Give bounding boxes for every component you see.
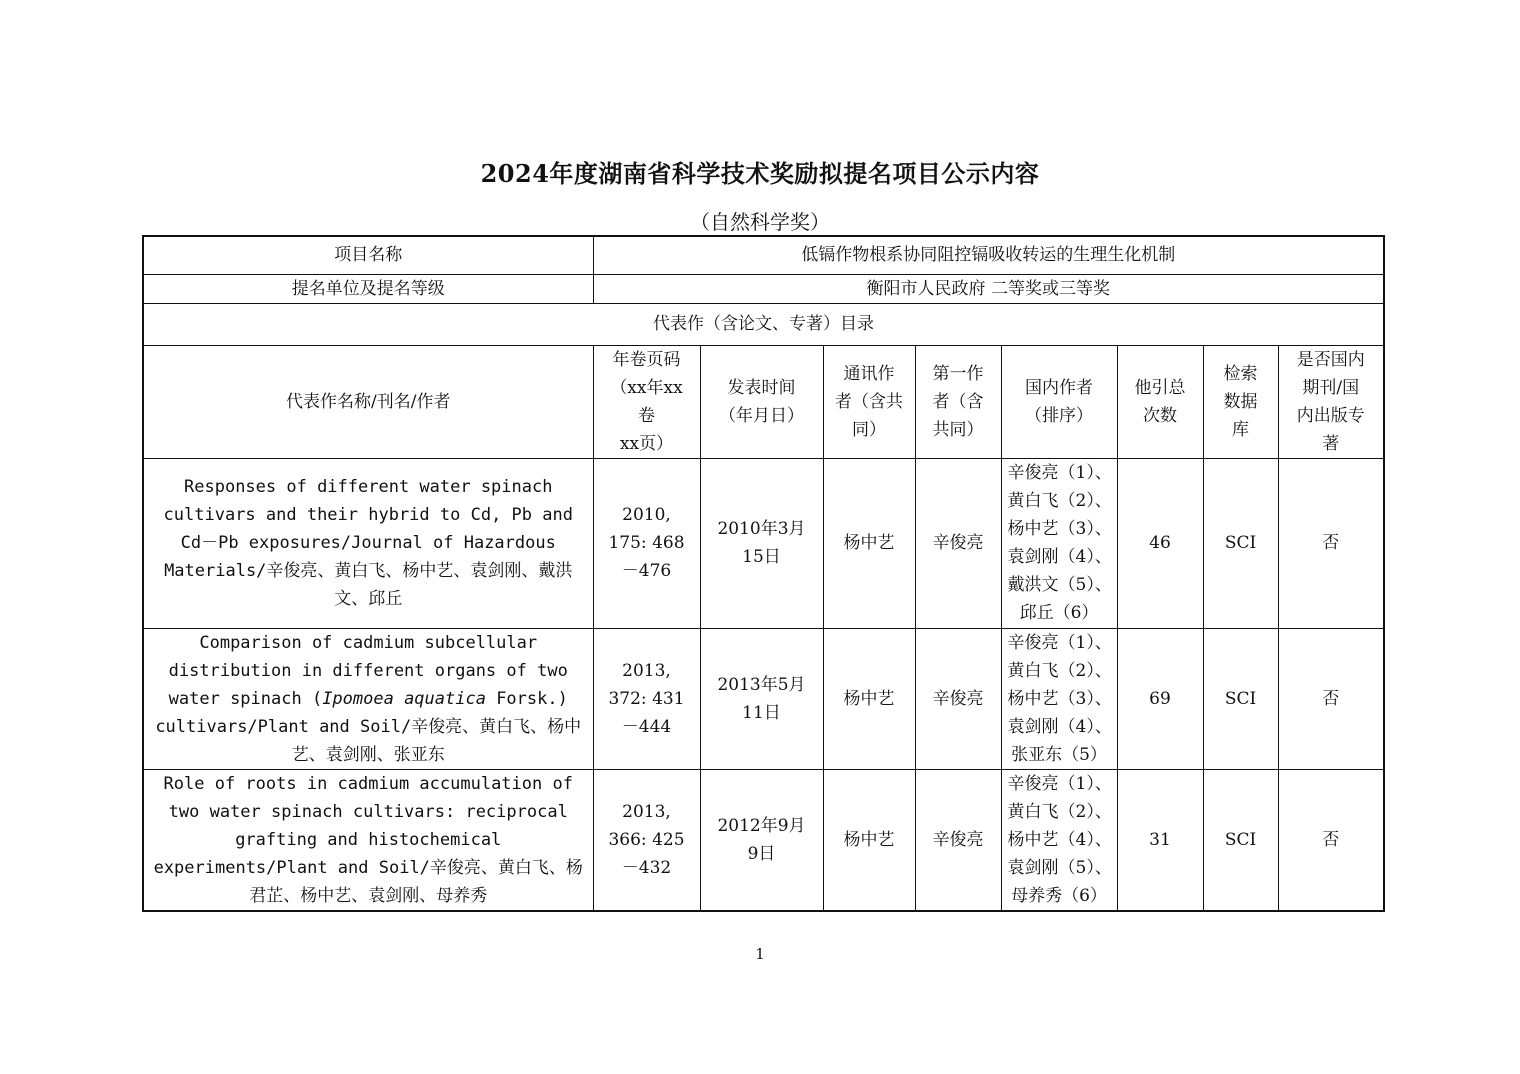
domestic-authors [1001,769,1117,911]
col-header-domestic-journal [1278,345,1384,458]
col-header-citations [1117,345,1203,458]
section-header-row [143,303,1384,345]
nominator-row [143,274,1384,303]
paper-date [700,458,823,628]
cell-line: 黄白飞（2）、 [1007,660,1112,681]
database: SCI [1203,628,1278,769]
citation-count: 69 [1117,628,1203,769]
cell-line: 是否国内 [1296,349,1365,370]
citation-count: 31 [1117,769,1203,911]
cell-line: 2012年9月 [717,815,806,836]
cell-line: 卷 [638,405,655,426]
corresponding-author: 杨中艺 [823,769,915,911]
page-number: 1 [755,945,765,963]
col-header-date [700,345,823,458]
paper-title-text: Responses of different water spinach cultivars and their hybrid to Cd, Pb and Cd－Pb exposures/Journal of Hazardous Materials/辛俊亮、黄白飞、杨中艺、袁剑刚、戴洪文、邱丘 [163,477,573,609]
cell-line: 次数 [1143,405,1177,426]
nomination-table [142,235,1385,912]
cell-line: 2013, [622,660,671,681]
cell-line: 国内作者 [1025,377,1093,398]
cell-line: 发表时间 [727,377,796,398]
domestic-journal-flag: 否 [1278,769,1384,911]
cell-line: 杨中艺（3）、 [1007,519,1112,539]
col-header-corresponding [823,345,915,458]
paper-title-text: Comparison of cadmium subcellular distribution in different organs of two water spinach ( [168,632,568,709]
database: SCI [1203,458,1278,628]
cell-line: 11日 [742,702,781,723]
col-header-volume [593,345,700,458]
cell-line: 黄白飞（2）、 [1007,801,1112,822]
cell-line: 辛俊亮（1）、 [1007,632,1112,653]
cell-line: 175: 468 [608,533,685,553]
paper-volume [593,769,700,911]
cell-line: －444 [621,716,672,737]
cell-line: （年月日） [719,405,804,426]
paper-title [143,769,593,911]
table-row [143,628,1384,769]
cell-line: 戴洪文（5）、 [1007,575,1112,595]
nominator-value: 衡阳市人民政府 二等奖或三等奖 [593,274,1384,303]
table-row [143,458,1384,628]
paper-date [700,769,823,911]
cell-line: 者（含共 [835,391,903,412]
col-header-domestic [1001,345,1117,458]
cell-line: 杨中艺（3）、 [1007,688,1112,709]
project-name-label: 项目名称 [143,236,593,274]
section-header: 代表作（含论文、专著）目录 [143,303,1384,345]
cell-line: 通讯作 [843,363,895,384]
award-category: （自然科学奖） [690,210,830,234]
database: SCI [1203,769,1278,911]
cell-line: 黄白飞（2）、 [1007,491,1112,511]
domestic-authors [1001,458,1117,628]
paper-volume [593,628,700,769]
paper-title [143,628,593,769]
corresponding-author: 杨中艺 [823,628,915,769]
cell-line: 袁剑刚（4）、 [1007,716,1112,737]
cell-line: 372: 431 [608,688,685,709]
cell-line: （xx年xx [610,377,683,398]
corresponding-author: 杨中艺 [823,458,915,628]
cell-line: 邱丘（6） [1019,603,1099,623]
cell-line: 同） [852,419,886,440]
cell-line: 他引总 [1134,377,1186,398]
column-header-row [143,345,1384,458]
cell-line: 期刊/国 [1302,377,1360,398]
cell-line: 袁剑刚（5）、 [1007,857,1112,878]
cell-line: 年卷页码 [612,349,681,370]
table-row [143,769,1384,911]
domestic-authors [1001,628,1117,769]
cell-line: 共同） [932,419,984,440]
cell-line: 辛俊亮（1）、 [1007,773,1112,794]
cell-line: xx页） [619,433,674,454]
domestic-journal-flag: 否 [1278,628,1384,769]
cell-line: 数据 [1223,391,1258,412]
first-author: 辛俊亮 [915,458,1001,628]
col-header-first-author [915,345,1001,458]
cell-line: 2013, [622,801,671,822]
cell-line: 内出版专 [1296,405,1365,426]
cell-line: －476 [621,561,672,581]
cell-line: 2010年3月 [717,519,806,539]
paper-title-text: Role of roots in cadmium accumulation of two water spinach cultivars: reciprocal grafting and histochemical experiments/Plant and Soil/辛俊亮、黄白飞、杨君芷、杨中艺、袁剑刚、母养秀 [153,773,583,906]
paper-title [143,458,593,628]
page-title: 2024年度湖南省科学技术奖励拟提名项目公示内容 [480,159,1040,188]
project-name-row [143,236,1384,274]
cell-line: （排序） [1025,405,1093,426]
cell-line: 9日 [747,843,776,864]
cell-line: 366: 425 [608,829,685,850]
cell-line: 15日 [742,547,781,567]
col-header-title: 代表作名称/刊名/作者 [143,345,593,458]
paper-title-italic: Ipomoea aquatica [322,688,486,709]
domestic-journal-flag: 否 [1278,458,1384,628]
citation-count: 46 [1117,458,1203,628]
cell-line: 检索 [1223,363,1258,384]
cell-line: 母养秀（6） [1011,885,1107,906]
cell-line: 库 [1232,419,1249,440]
cell-line: 第一作 [932,363,984,384]
paper-date [700,628,823,769]
cell-line: 者（含 [932,391,984,412]
first-author: 辛俊亮 [915,769,1001,911]
cell-line: 袁剑刚（4）、 [1007,547,1112,567]
cell-line: 张亚东（5） [1011,744,1107,765]
first-author: 辛俊亮 [915,628,1001,769]
paper-title-text-end: Forsk.) cultivars/Plant and Soil/辛俊亮、黄白飞、杨中艺、袁剑刚、张亚东 [155,688,582,765]
cell-line: 著 [1322,433,1340,454]
cell-line: 辛俊亮（1）、 [1007,463,1112,483]
cell-line: 2013年5月 [717,674,806,695]
col-header-database [1203,345,1278,458]
cell-line: 2010, [622,505,671,525]
cell-line: 杨中艺（4）、 [1007,829,1112,850]
project-name-value: 低镉作物根系协同阻控镉吸收转运的生理生化机制 [593,236,1384,274]
cell-line: －432 [621,857,672,878]
paper-volume [593,458,700,628]
nominator-label: 提名单位及提名等级 [143,274,593,303]
